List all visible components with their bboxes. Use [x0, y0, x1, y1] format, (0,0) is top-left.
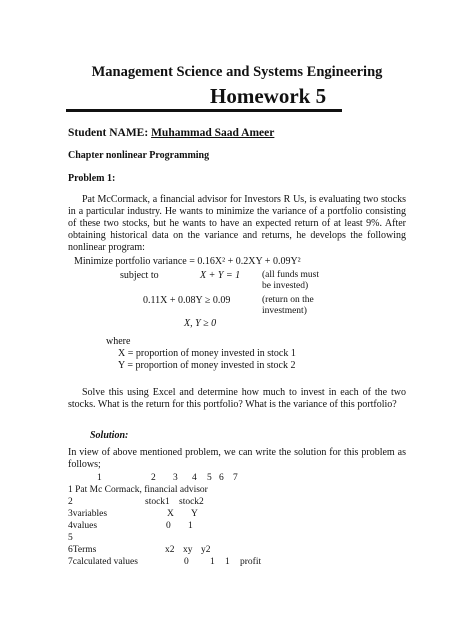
sheet-row-label: 3variables — [68, 509, 108, 519]
problem-label: Problem 1: — [68, 173, 116, 184]
objective-function: Minimize portfolio variance = 0.16X² + 0.2XY + 0.09Y² — [74, 256, 301, 267]
sheet-cell: 1 — [225, 557, 230, 567]
sheet-cell: 1 — [188, 521, 193, 531]
col-header: 2 — [151, 473, 156, 483]
constraint-funds: X + Y = 1 — [200, 270, 241, 281]
sheet-row-label: 2 — [68, 497, 73, 507]
question-paragraph: Solve this using Excel and determine how much to invest in each of the two stocks. What is the return for this portfolio? What is the variance of this portfolio? — [68, 387, 406, 410]
student-line — [68, 127, 274, 139]
student-name: Muhammad Saad Ameer — [151, 127, 275, 139]
constraint-return-note-1: (return on the — [262, 295, 314, 305]
chapter-heading: Chapter nonlinear Programming — [68, 150, 210, 161]
sheet-cell: 0 — [166, 521, 171, 531]
sheet-cell: stock2 — [179, 497, 204, 507]
col-header: 6 — [219, 473, 224, 483]
course-title: Management Science and Systems Engineering — [91, 64, 383, 80]
constraint-funds-note-2: be invested) — [262, 281, 309, 291]
sheet-row-label: 5 — [68, 533, 73, 543]
col-header: 3 — [173, 473, 178, 483]
sheet-cell: profit — [240, 557, 262, 567]
sheet-row-label: 4values — [68, 521, 98, 531]
sheet-row-label: 7calculated values — [68, 557, 138, 567]
sheet-cell: y2 — [201, 545, 211, 555]
sheet-cell: X — [167, 509, 174, 519]
constraint-return: 0.11X + 0.08Y ≥ 0.09 — [143, 295, 231, 306]
sheet-cell: Y — [191, 509, 198, 519]
constraint-return-note-2: investment) — [262, 306, 307, 316]
sheet-cell: 0 — [184, 557, 189, 567]
subject-to-label: subject to — [120, 270, 159, 281]
col-header: 4 — [192, 473, 197, 483]
sheet-cell: 1 — [210, 557, 215, 567]
sheet-row-label: 6Terms — [68, 545, 97, 555]
sheet-cell: xy — [183, 545, 193, 555]
col-header: 1 — [97, 473, 102, 483]
student-label: Student NAME: — [68, 127, 149, 139]
col-header: 7 — [233, 473, 238, 483]
y-definition: Y = proportion of money invested in stock 2 — [118, 360, 296, 371]
homework-title: Homework 5 — [210, 84, 327, 108]
solution-label: Solution: — [90, 430, 129, 441]
title-underline — [66, 109, 342, 112]
constraint-funds-note-1: (all funds must — [262, 270, 319, 280]
where-label: where — [106, 336, 131, 347]
sheet-row-label: 1 Pat Mc Cormack, financial advisor — [68, 485, 208, 495]
x-definition: X = proportion of money invested in stock 1 — [118, 348, 296, 359]
constraint-nonnegativity: X, Y ≥ 0 — [184, 318, 217, 329]
sheet-cell: x2 — [165, 545, 175, 555]
problem-paragraph: Pat McCormack, a financial advisor for Investors R Us, is evaluating two stocks in a particular industry. He wants to minimize the variance of a portfolio consisting of these two stocks, but he wants to have an expected return of at least 9%. After obtaining historical data on the variance and returns, he develops the following nonlinear program: — [68, 194, 406, 253]
sheet-cell: stock1 — [145, 497, 170, 507]
col-header: 5 — [207, 473, 212, 483]
solution-intro: In view of above mentioned problem, we can write the solution for this problem as follows; — [68, 447, 406, 470]
